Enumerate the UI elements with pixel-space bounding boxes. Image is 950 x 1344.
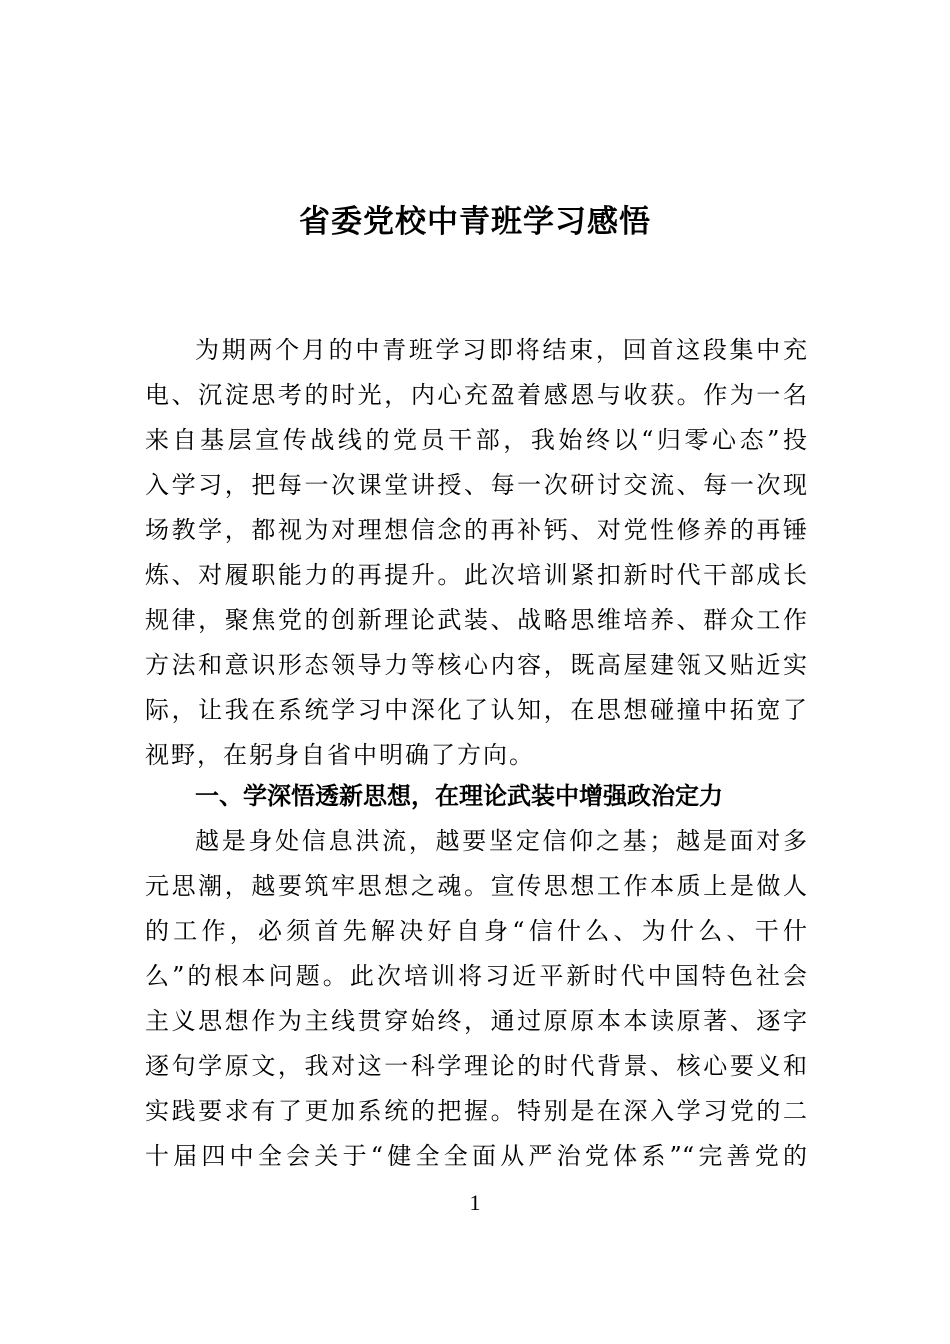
paragraph-line: 际，让我在系统学习中深化了认知，在思想碰撞中拓宽了 bbox=[145, 696, 807, 724]
paragraph-line: 十届四中全会关于“健全全面从严治党体系”“完善党的 bbox=[145, 1142, 807, 1170]
paragraph-line: 方法和意识形态领导力等核心内容，既高屋建瓴又贴近实 bbox=[145, 651, 807, 679]
paragraph-line: 的工作，必须首先解决好自身“信什么、为什么、干什 bbox=[145, 917, 807, 945]
paragraph-line: 来自基层宣传战线的党员干部，我始终以“归零心态”投 bbox=[145, 426, 807, 454]
page-number: 1 bbox=[469, 1190, 481, 1215]
paragraph-line: 么”的根本问题。此次培训将习近平新时代中国特色社会 bbox=[145, 962, 807, 990]
section-heading: 一、学深悟透新思想，在理论武装中增强政治定力 bbox=[195, 782, 723, 810]
paragraph-line: 入学习，把每一次课堂讲授、每一次研讨交流、每一次现 bbox=[145, 471, 807, 499]
paragraph-line: 场教学，都视为对理想信念的再补钙、对党性修养的再锤 bbox=[145, 516, 807, 544]
paragraph-line: 为期两个月的中青班学习即将结束，回首这段集中充 bbox=[195, 336, 807, 364]
paragraph-line: 炼、对履职能力的再提升。此次培训紧扣新时代干部成长 bbox=[145, 561, 807, 589]
paragraph-line: 规律，聚焦党的创新理论武装、战略思维培养、群众工作 bbox=[145, 606, 807, 634]
paragraph-line: 主义思想作为主线贯穿始终，通过原原本本读原著、逐字 bbox=[145, 1007, 807, 1035]
paragraph-line: 实践要求有了更加系统的把握。特别是在深入学习党的二 bbox=[145, 1097, 807, 1125]
paragraph-line: 元思潮，越要筑牢思想之魂。宣传思想工作本质上是做人 bbox=[145, 872, 807, 900]
paragraph-line: 逐句学原文，我对这一科学理论的时代背景、核心要义和 bbox=[145, 1052, 807, 1080]
paragraph-line: 视野，在躬身自省中明确了方向。 bbox=[145, 741, 535, 769]
document-title: 省委党校中青班学习感悟 bbox=[299, 204, 651, 240]
paragraph-line: 电、沉淀思考的时光，内心充盈着感恩与收获。作为一名 bbox=[145, 381, 807, 409]
paragraph-line: 越是身处信息洪流，越要坚定信仰之基；越是面对多 bbox=[195, 827, 807, 855]
